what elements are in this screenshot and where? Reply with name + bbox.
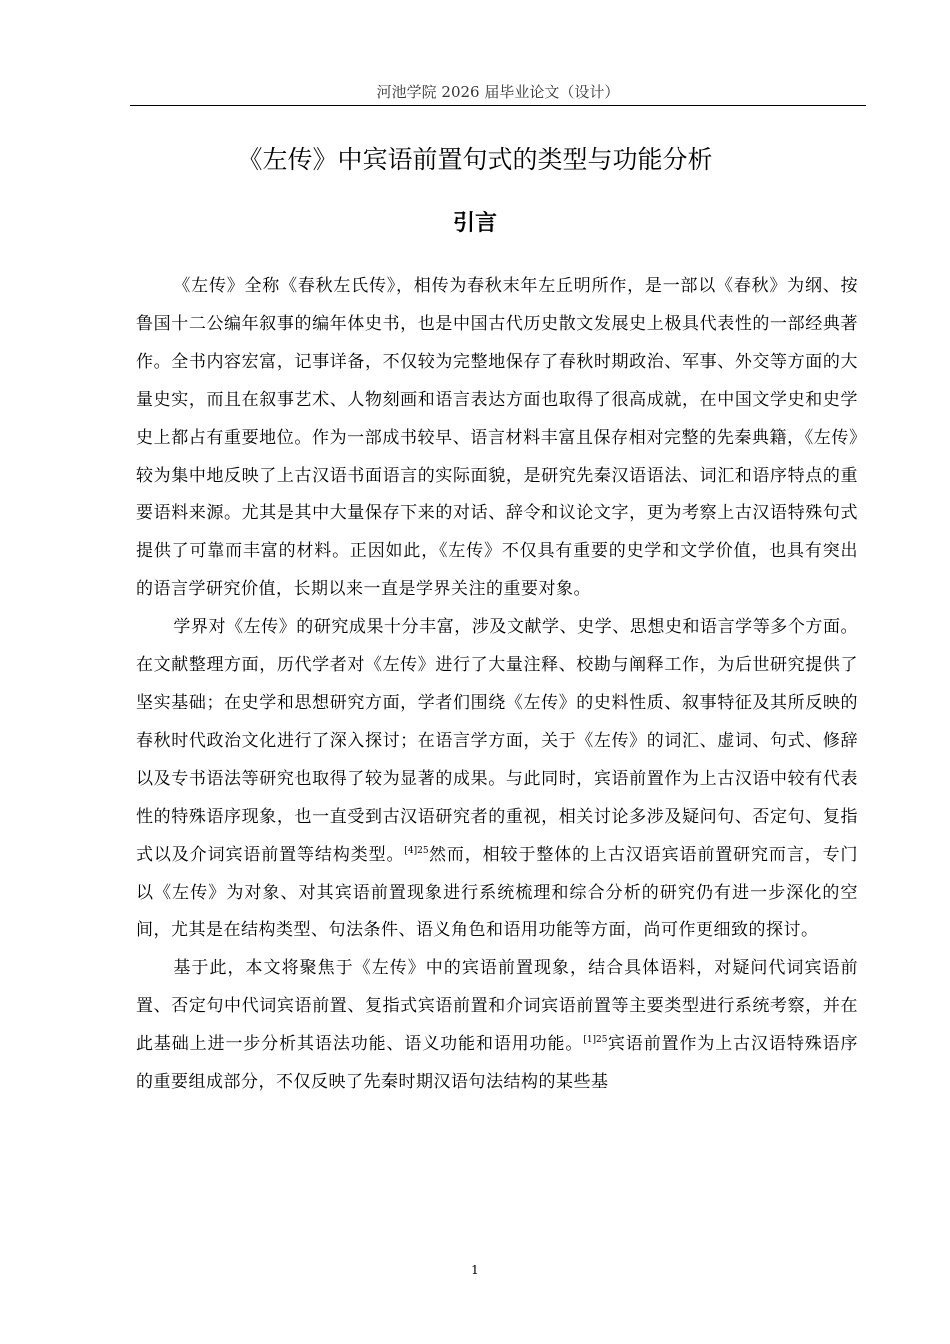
citation-marker: [4]25 <box>404 845 429 856</box>
document-title: 《左传》中宾语前置句式的类型与功能分析 <box>237 145 713 174</box>
page-number: 1 <box>471 1263 479 1277</box>
header-divider <box>130 105 866 106</box>
paragraph-2-text-before: 学界对《左传》的研究成果十分丰富，涉及文献学、史学、思想史和语言学等多个方面。在文献整理方面，历代学者对《左传》进行了大量注释、校勘与阐释工作，为后世研究提供了坚实基础；在史学和思想研究方面，学者们围绕《左传》的史料性质、叙事特征及其所反映的春秋时代政治文化进行了深入探讨；在语言学方面，关于《左传》的词汇、虚词、句式、修辞以及专书语法等研究也取得了较为显著的成果。与此同时，宾语前置作为上古汉语中较有代表性的特殊语序现象，也一直受到古汉语研究者的重视，相关讨论多涉及疑问句、否定句、复指式以及介词宾语前置等结构类型。 <box>136 617 858 865</box>
running-header: 河池学院 2026 届毕业论文（设计） <box>376 83 620 101</box>
paragraph-3 <box>136 950 858 1102</box>
body-text <box>136 268 858 1102</box>
paragraph-2-text-after: 然而，相较于整体的上古汉语宾语前置研究而言，专门以《左传》为对象、对其宾语前置现象进行系统梳理和综合分析的研究仍有进一步深化的空间，尤其是在结构类型、句法条件、语义角色和语用功能等方面，尚可作更细致的探讨。 <box>136 844 859 941</box>
citation-marker: [1]25 <box>583 1035 608 1046</box>
paragraph-2 <box>136 609 858 950</box>
section-heading: 引言 <box>452 211 497 236</box>
paragraph-3-text-before: 基于此，本文将聚焦于《左传》中的宾语前置现象，结合具体语料，对疑问代词宾语前置、否定句中代词宾语前置、复指式宾语前置和介词宾语前置等主要类型进行系统考察，并在此基础上进一步分析其语法功能、语义功能和语用功能。 <box>136 958 858 1055</box>
paragraph-3-text-after: 宾语前置作为上古汉语特殊语序的重要组成部分，不仅反映了先秦时期汉语句法结构的某些基 <box>136 1034 859 1093</box>
paragraph-1: 《左传》全称《春秋左氏传》，相传为春秋末年左丘明所作，是一部以《春秋》为纲、按鲁国十二公编年叙事的编年体史书，也是中国古代历史散文发展史上极具代表性的一部经典著作。全书内容宏富，记事详备，不仅较为完整地保存了春秋时期政治、军事、外交等方面的大量史实，而且在叙事艺术、人物刻画和语言表达方面也取得了很高成就，在中国文学史和史学史上都占有重要地位。作为一部成书较早、语言材料丰富且保存相对完整的先秦典籍，《左传》较为集中地反映了上古汉语书面语言的实际面貌，是研究先秦汉语语法、词汇和语序特点的重要语料来源。尤其是其中大量保存下来的对话、辞令和议论文字，更为考察上古汉语特殊句式提供了可靠而丰富的材料。正因如此，《左传》不仅具有重要的史学和文学价值，也具有突出的语言学研究价值，长期以来一直是学界关注的重要对象。 <box>136 276 858 600</box>
